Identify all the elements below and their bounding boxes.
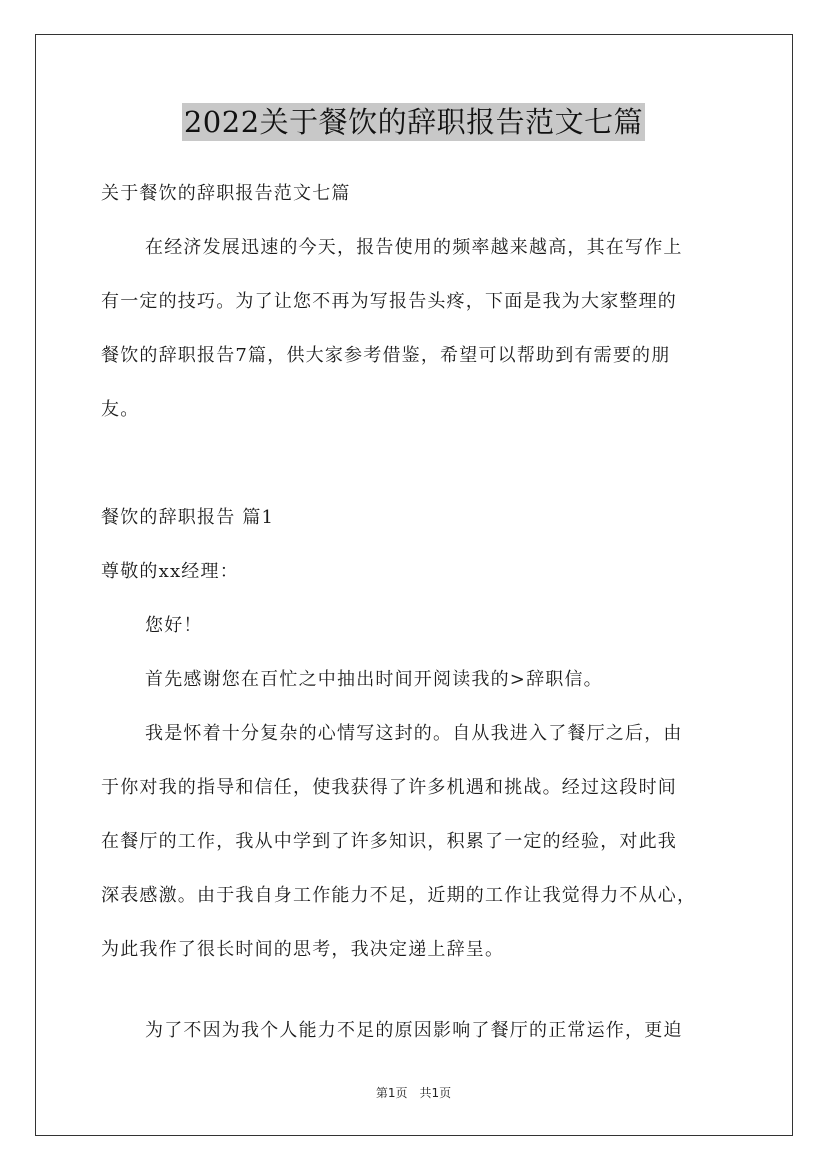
section-heading: 餐饮的辞职报告 篇1	[101, 507, 275, 528]
intro-line-4: 友。	[101, 399, 140, 420]
paragraph-2-line-2: 于你对我的指导和信任，使我获得了许多机遇和挑战。经过这段时间	[101, 777, 677, 798]
paragraph-3-line-1: 为了不因为我个人能力不足的原因影响了餐厅的正常运作，更迫	[145, 1020, 683, 1041]
intro-line-2: 有一定的技巧。为了让您不再为写报告头疼，下面是我为大家整理的	[101, 291, 677, 312]
intro-line-3: 餐饮的辞职报告7篇，供大家参考借鉴，希望可以帮助到有需要的朋	[101, 345, 671, 366]
subtitle: 关于餐饮的辞职报告范文七篇	[101, 183, 351, 204]
document-title: 2022关于餐饮的辞职报告范文七篇	[183, 105, 644, 139]
paragraph-2-line-3: 在餐厅的工作，我从中学到了许多知识，积累了一定的经验，对此我	[101, 831, 677, 852]
title-container	[0, 103, 827, 141]
paragraph-2-line-5: 为此我作了很长时间的思考，我决定递上辞呈。	[101, 939, 505, 960]
paragraph-1: 首先感谢您在百忙之中抽出时间开阅读我的>辞职信。	[145, 669, 603, 690]
page-footer: 第1页 共1页	[375, 1086, 452, 1100]
paragraph-2-line-4: 深表感激。由于我自身工作能力不足，近期的工作让我觉得力不从心，	[101, 885, 697, 906]
intro-line-1: 在经济发展迅速的今天，报告使用的频率越来越高，其在写作上	[145, 237, 683, 258]
greeting: 您好！	[145, 615, 203, 636]
salutation: 尊敬的xx经理：	[101, 561, 239, 582]
paragraph-2-line-1: 我是怀着十分复杂的心情写这封的。自从我进入了餐厅之后，由	[145, 723, 683, 744]
